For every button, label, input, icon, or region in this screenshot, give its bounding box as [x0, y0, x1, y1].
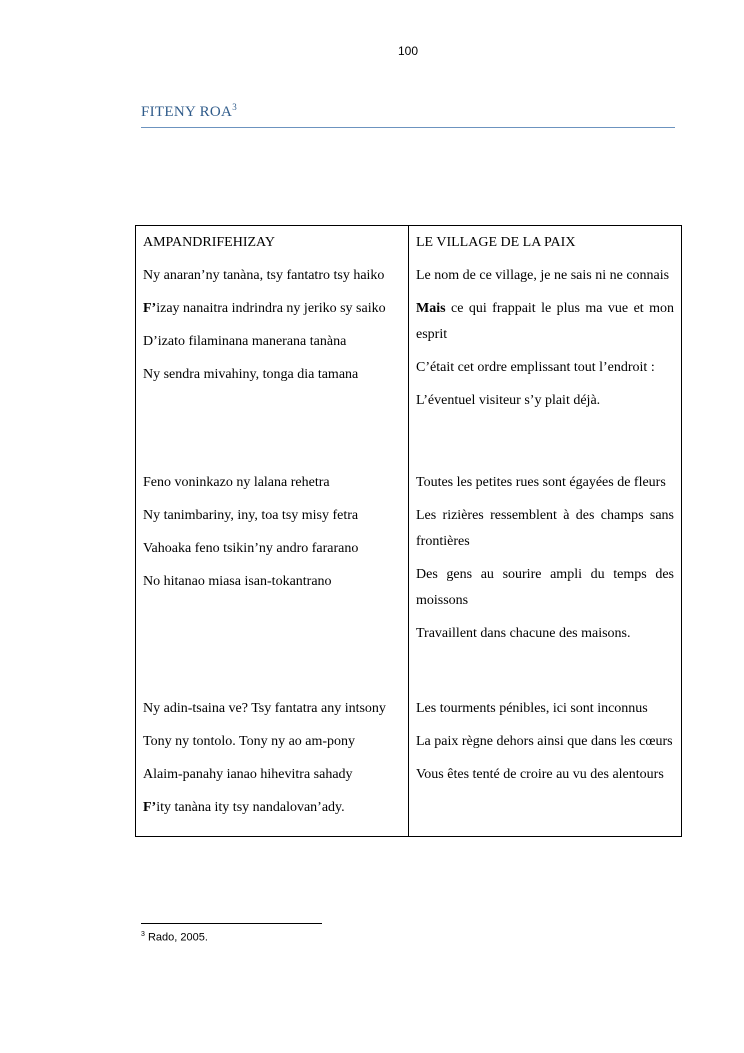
poem-line: Ny adin-tsaina ve? Tsy fantatra any intsony: [143, 701, 386, 716]
footnote: [141, 931, 208, 944]
french-stanza-1: [409, 226, 682, 471]
poem-table: [135, 225, 682, 837]
poem-line: Vous êtes tenté de croire au vu des alentours: [416, 767, 664, 782]
page-number: 100: [397, 44, 419, 58]
malagasy-stanza-1: [136, 226, 409, 471]
poem-line: [143, 795, 401, 821]
poem-line-rest: izay nanaitra indrindra ny jeriko sy saiko: [156, 301, 386, 316]
poem-line: No hitanao miasa isan-tokantrano: [143, 574, 332, 589]
poem-line-lead: Mais: [416, 301, 446, 316]
poem-line: Les tourments pénibles, ici sont inconnus: [416, 701, 648, 716]
poem-line: Le nom de ce village, je ne sais ni ne connais: [416, 268, 670, 283]
poem-line-rest: ce qui frappait le plus ma vue et mon esprit: [416, 301, 674, 342]
stanza-row-1: [136, 226, 682, 471]
poem-line: Les rizières ressemblent à des champs sans frontières: [416, 508, 674, 549]
poem-line: Travaillent dans chacune des maisons.: [416, 626, 631, 641]
stanza-row-3: [136, 696, 682, 837]
malagasy-stanza-2: [136, 470, 409, 696]
stanza-row-2: [136, 470, 682, 696]
section-heading: [141, 102, 675, 128]
footnote-text: Rado, 2005.: [144, 931, 208, 944]
heading-title: FITENY ROA: [141, 104, 233, 120]
french-stanza-2: [409, 470, 682, 696]
poem-line: [416, 296, 674, 348]
malagasy-stanza-3: [136, 696, 409, 837]
poem-line: L’éventuel visiteur s’y plait déjà.: [416, 393, 601, 408]
poem-line: La paix règne dehors ainsi que dans les cœurs: [416, 734, 673, 749]
footnote-separator: [141, 923, 322, 924]
poem-line: Vahoaka feno tsikin’ny andro fararano: [143, 541, 359, 556]
poem-line-lead: F’: [143, 301, 157, 316]
french-title: LE VILLAGE DE LA PAIX: [416, 235, 576, 250]
stanza-gap: [416, 421, 674, 470]
stanza-gap: [416, 654, 674, 696]
footnote-reference: 3: [232, 102, 238, 112]
poem-line: Ny tanimbariny, iny, toa tsy misy fetra: [143, 508, 359, 523]
malagasy-title: AMPANDRIFEHIZAY: [143, 235, 275, 250]
poem-line: Ny sendra mivahiny, tonga dia tamana: [143, 367, 359, 382]
poem-line: Alaim-panahy ianao hihevitra sahady: [143, 767, 353, 782]
poem-line: Feno voninkazo ny lalana rehetra: [143, 475, 330, 490]
poem-line-lead: F’: [143, 800, 157, 815]
poem-line: [143, 296, 401, 322]
poem-line: C’était cet ordre emplissant tout l’endroit :: [416, 360, 655, 375]
footnote-number: 3: [141, 931, 145, 938]
poem-line: Tony ny tontolo. Tony ny ao am-pony: [143, 734, 356, 749]
poem-line-rest: ity tanàna ity tsy nandalovan’ady.: [156, 800, 345, 815]
poem-line: Des gens au sourire ampli du temps des moissons: [416, 567, 674, 608]
poem-line: D’izato filaminana manerana tanàna: [143, 334, 347, 349]
french-stanza-3: [409, 696, 682, 837]
poem-line: Toutes les petites rues sont égayées de fleurs: [416, 475, 666, 490]
poem-line: Ny anaran’ny tanàna, tsy fantatro tsy haiko: [143, 268, 385, 283]
